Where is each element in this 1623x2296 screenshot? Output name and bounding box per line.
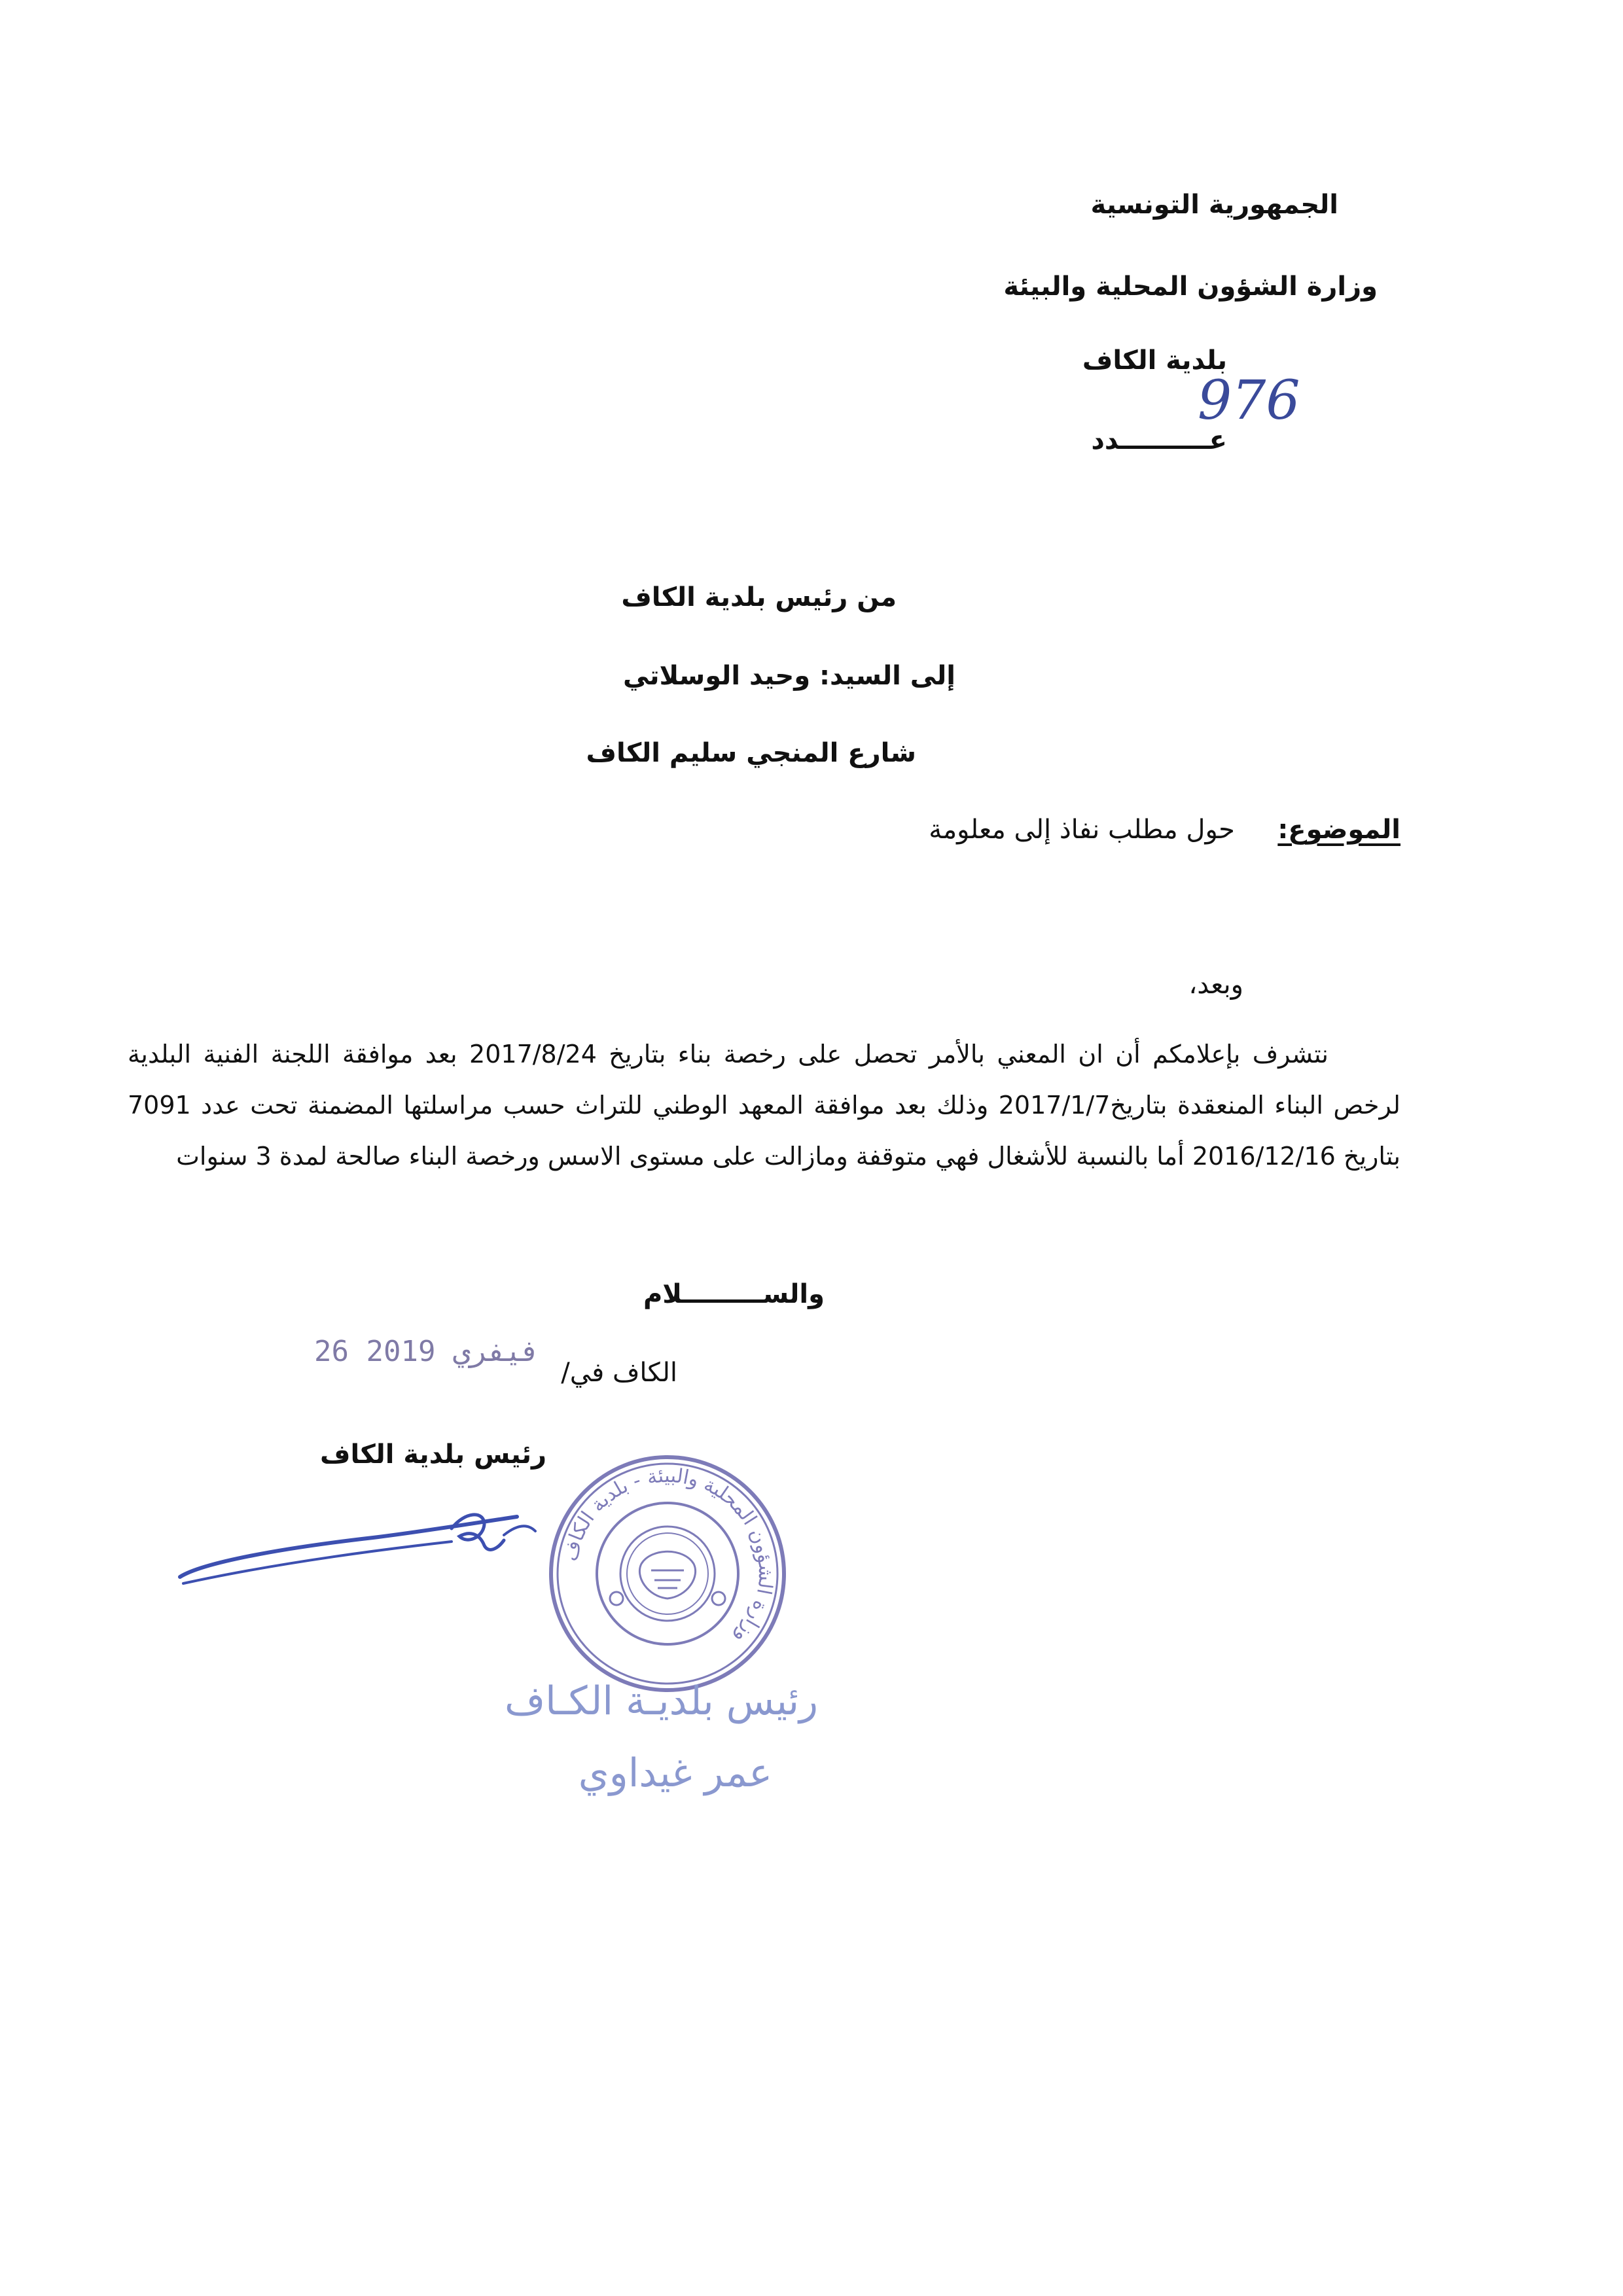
closing: والســـــــــلام (643, 1279, 825, 1309)
stamp-title: رئيس بلديـة الكـاف (504, 1678, 818, 1724)
official-seal (543, 1449, 792, 1698)
seal-ring-text: وزارة الشؤون المحلية والبيئة - بلدية الكاف (559, 1464, 777, 1649)
date-stamp: 26 فيفري 2019 (314, 1335, 540, 1368)
subject-label: الموضوع: (1277, 815, 1400, 845)
handwritten-number: 976 (1198, 370, 1300, 432)
header-number-label: عــــــــــدد (1091, 425, 1227, 455)
header-municipality: بلدية الكاف (1082, 345, 1227, 376)
body-paragraph: نتشرف بإعلامكم أن ان المعني بالأمر تحصل على رخصة بناء بتاريخ 2017/8/24 بعد موافقة اللجنة الفنية البلدية لرخص البناء المنعقدة بتاريخ2017/1/7 وذلك بعد موافقة المعهد الوطني للتراث حسب مراسلتها المضمنة تحت عدد 7091 بتاريخ 2016/12/16 أما بالنسبة للأشغال فهي متوقفة ومازالت على مستوى الاسس ورخصة البناء صالحة لمدة 3 سنوات (128, 1040, 1400, 1171)
scan-artifact (314, 134, 319, 150)
place-date: الكاف في/ (561, 1358, 677, 1388)
header-ministry: وزارة الشؤون المحلية والبيئة (1003, 272, 1378, 302)
stamp-name: عمر غيداوي (578, 1750, 772, 1796)
signatory-title: رئيس بلدية الكاف (320, 1439, 546, 1470)
address-street: شارع المنجي سليم الكاف (586, 738, 916, 768)
address-from: من رئيس بلدية الكاف (621, 582, 897, 612)
subject-line (929, 815, 1400, 845)
header-republic: الجمهورية التونسية (1090, 190, 1338, 220)
handwritten-signature (177, 1485, 543, 1590)
subject-text: حول مطلب نفاذ إلى معلومة (929, 815, 1235, 845)
address-to: إلى السيد: وحيد الوسلاتي (623, 661, 955, 691)
greeting: وبعد، (1188, 970, 1243, 1000)
